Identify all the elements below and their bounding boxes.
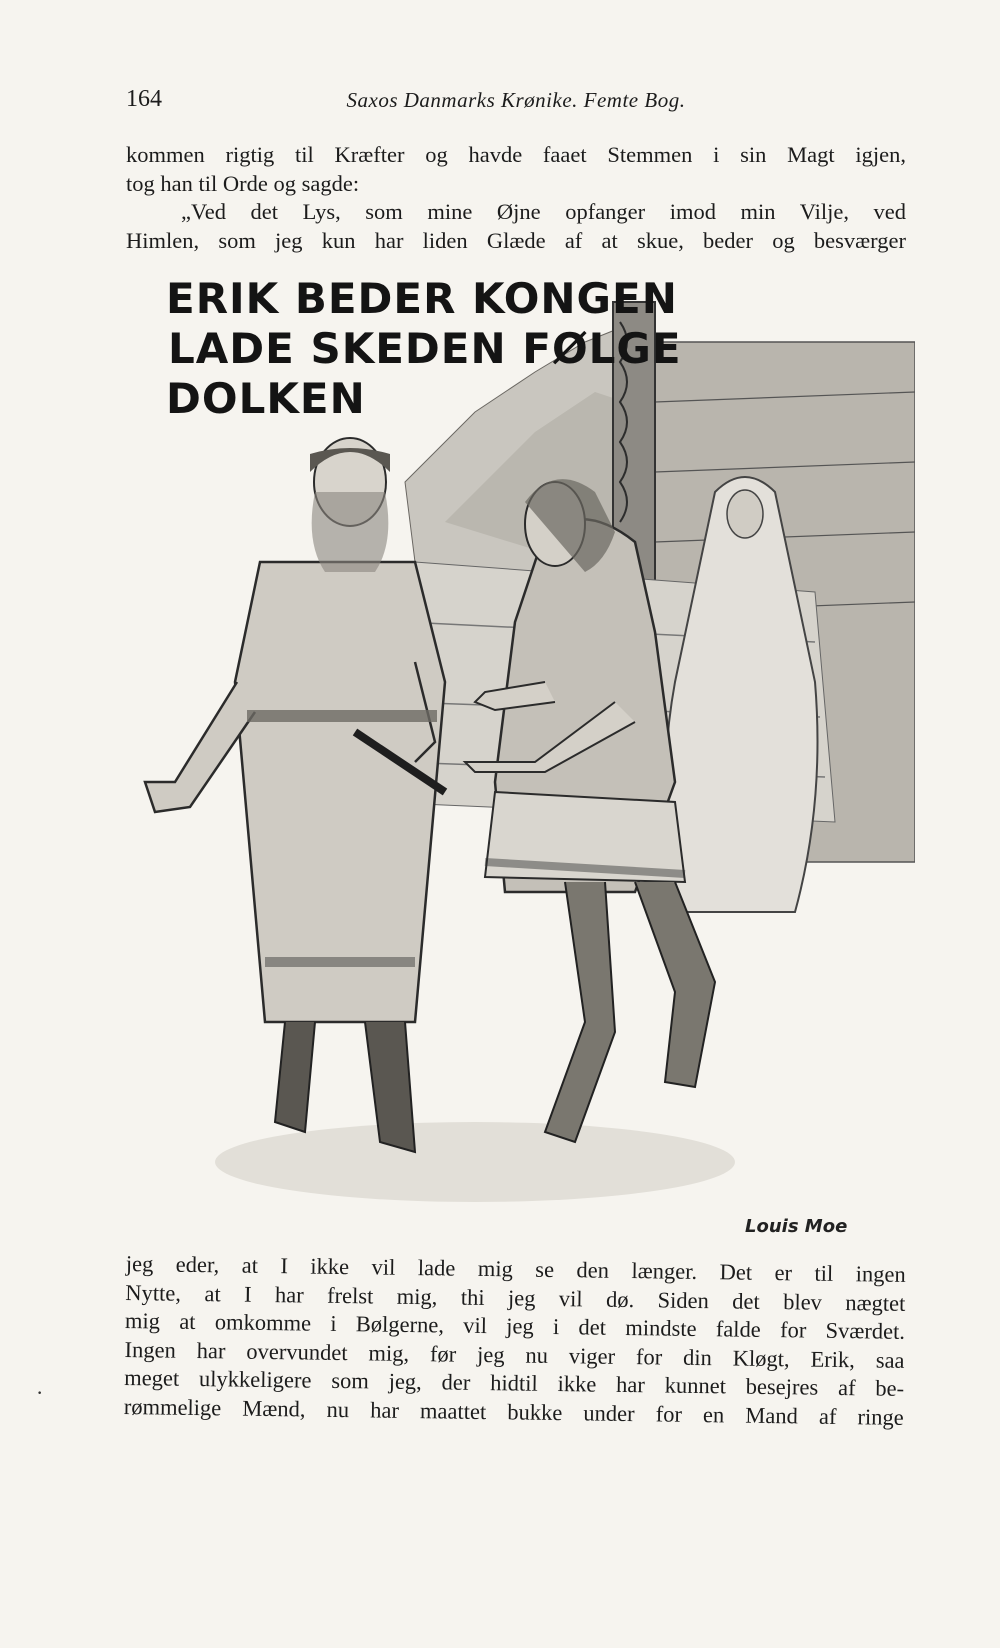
text-line: tog han til Orde og sagde: (126, 170, 360, 196)
page-header (126, 86, 906, 116)
margin-mark: · (36, 1380, 44, 1405)
text-line: „Ved det Lys, som mine Øjne opfanger imod min Vilje, ved (181, 199, 906, 224)
body-text-bottom (124, 1250, 906, 1432)
illustration-caption (166, 274, 682, 424)
text-line: mig at omkomme i Bølgerne, vil jeg i det mindste falde for Sværdet. (124, 1307, 906, 1344)
text-line: Himlen, som jeg kun har liden Glæde af at skue, beder og besværger (126, 227, 906, 253)
text-line: kommen rigtig til Kræfter og havde faaet Stemmen i sin Magt igjen, (126, 142, 906, 167)
running-title: Saxos Danmarks Krønike. Femte Bog. (346, 88, 686, 112)
text-line: Ingen har overvundet mig, før jeg nu viger for din Kløgt, Erik, saa (124, 1336, 905, 1373)
text-line: jeg eder, at I ikke vil lade mig se den længer. Det er til ingen (125, 1250, 906, 1287)
text-line: rømmelige Mænd, nu har maattet bukke under for en Mand af ringe (123, 1393, 904, 1430)
caption-line: LADE SKEDEN FØLGE (168, 324, 682, 373)
page-number: 164 (126, 86, 162, 112)
body-text-top (126, 141, 906, 255)
caption-line: ERIK BEDER KONGEN (166, 274, 678, 323)
text-line: meget ulykkeligere som jeg, der hidtil ikke har kunnet besejres af be- (124, 1364, 905, 1401)
caption-line: DOLKEN (166, 374, 366, 423)
text-line: Nytte, at I har frelst mig, thi jeg vil dø. Siden det blev nægtet (125, 1279, 906, 1316)
artist-signature: Louis Moe (745, 1216, 848, 1237)
